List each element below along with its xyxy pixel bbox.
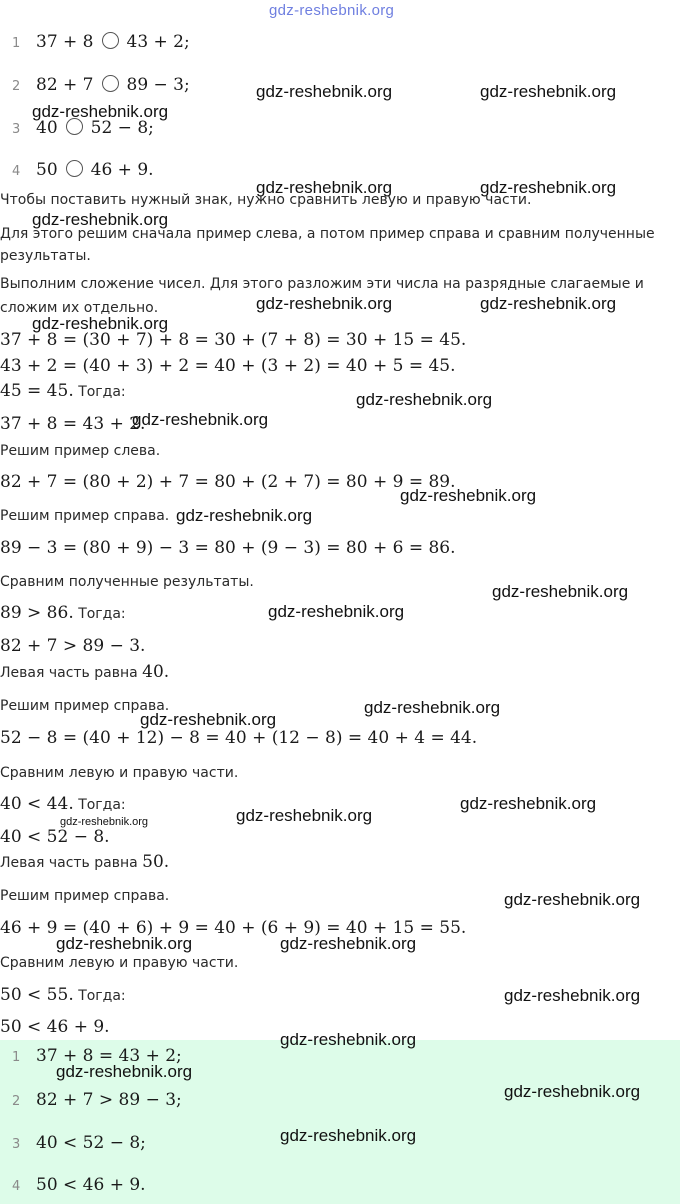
solution-text: результаты. — [0, 248, 91, 264]
task-expression: 50 46 + 9. — [36, 160, 154, 180]
watermark: gdz-reshebnik.org — [504, 986, 641, 1005]
solution-text: Решим пример справа. — [0, 508, 170, 524]
watermark: gdz-reshebnik.org — [132, 410, 269, 429]
answer-expression: 37 + 8 = 43 + 2; — [36, 1046, 182, 1066]
comparison-blank-icon — [66, 160, 83, 177]
watermark: gdz-reshebnik.org — [256, 178, 393, 197]
task-expression: 37 + 8 43 + 2; — [36, 32, 190, 52]
watermark: gdz-reshebnik.org — [480, 294, 617, 313]
watermark: gdz-reshebnik.org — [480, 82, 617, 101]
solution-math: 46 + 9 = (40 + 6) + 9 = 40 + (6 + 9) = 40 + 15 = 55. — [0, 918, 467, 938]
answer-number: 3 — [12, 1137, 21, 1152]
solution-text: Выполним сложение чисел. Для этого разложим эти числа на разрядные слагаемые и — [0, 276, 644, 292]
watermark: gdz-reshebnik.org — [460, 794, 597, 813]
watermark: gdz-reshebnik.org — [280, 1030, 417, 1049]
watermark: gdz-reshebnik.org — [256, 82, 393, 101]
solution-math: 89 − 3 = (80 + 9) − 3 = 80 + (9 − 3) = 80 + 6 = 86. — [0, 538, 456, 558]
solution-text: Сравним левую и правую части. — [0, 765, 239, 781]
watermark: gdz-reshebnik.org — [400, 486, 537, 505]
comparison-blank-icon — [102, 75, 119, 92]
watermark: gdz-reshebnik.org — [32, 314, 169, 333]
solution-text: Сравним полученные результаты. — [0, 574, 254, 590]
watermark: gdz-reshebnik.org — [364, 698, 501, 717]
solution-line: 45 = 45. Тогда: — [0, 381, 126, 401]
solution-math: 82 + 7 > 89 − 3. — [0, 636, 146, 656]
watermark: gdz-reshebnik.org — [268, 602, 405, 621]
solution-text: Решим пример справа. — [0, 888, 170, 904]
solution-line: 40 < 44. Тогда: — [0, 794, 126, 814]
watermark: gdz-reshebnik.org — [32, 210, 169, 229]
solution-math: 50 < 46 + 9. — [0, 1017, 110, 1037]
solution-text: Для этого решим сначала пример слева, а потом пример справа и сравним полученные — [0, 226, 655, 242]
task-number: 3 — [12, 122, 21, 137]
solution-math: 37 + 8 = 43 + 2. — [0, 414, 146, 434]
solution-line: Левая часть равна 50. — [0, 852, 170, 872]
solution-line: 50 < 55. Тогда: — [0, 985, 126, 1005]
watermark: gdz-reshebnik.org — [480, 178, 617, 197]
answer-expression: 50 < 46 + 9. — [36, 1175, 146, 1195]
answer-number: 1 — [12, 1050, 21, 1065]
solution-text: сложим их отдельно. — [0, 300, 159, 316]
watermark: gdz-reshebnik.org — [140, 710, 277, 729]
solution-line: Левая часть равна 40. — [0, 662, 170, 682]
task-number: 2 — [12, 79, 21, 94]
solution-text: Решим пример слева. — [0, 443, 161, 459]
watermark: gdz-reshebnik.org — [504, 1082, 641, 1101]
watermark: gdz-reshebnik.org — [269, 2, 395, 19]
solution-text: Сравним левую и правую части. — [0, 955, 239, 971]
watermark: gdz-reshebnik.org — [176, 506, 313, 525]
task-number: 1 — [12, 36, 21, 51]
watermark: gdz-reshebnik.org — [56, 934, 193, 953]
comparison-blank-icon — [102, 32, 119, 49]
watermark: gdz-reshebnik.org — [32, 102, 169, 121]
solution-text: Решим пример справа. — [0, 698, 170, 714]
watermark: gdz-reshebnik.org — [60, 816, 149, 828]
watermark: gdz-reshebnik.org — [492, 582, 629, 601]
watermark: gdz-reshebnik.org — [256, 294, 393, 313]
watermark: gdz-reshebnik.org — [504, 890, 641, 909]
answer-number: 4 — [12, 1179, 21, 1194]
solution-math: 37 + 8 = (30 + 7) + 8 = 30 + (7 + 8) = 30 + 15 = 45. — [0, 330, 467, 350]
answer-expression: 40 < 52 − 8; — [36, 1133, 146, 1153]
solution-math: 52 − 8 = (40 + 12) − 8 = 40 + (12 − 8) = 40 + 4 = 44. — [0, 728, 478, 748]
watermark: gdz-reshebnik.org — [236, 806, 373, 825]
answer-expression: 82 + 7 > 89 − 3; — [36, 1090, 182, 1110]
task-number: 4 — [12, 164, 21, 179]
watermark: gdz-reshebnik.org — [356, 390, 493, 409]
solution-math: 40 < 52 − 8. — [0, 827, 110, 847]
watermark: gdz-reshebnik.org — [280, 934, 417, 953]
watermark: gdz-reshebnik.org — [280, 1126, 417, 1145]
solution-math: 82 + 7 = (80 + 2) + 7 = 80 + (2 + 7) = 80 + 9 = 89. — [0, 472, 456, 492]
solution-math: 43 + 2 = (40 + 3) + 2 = 40 + (3 + 2) = 40 + 5 = 45. — [0, 356, 456, 376]
task-expression: 82 + 7 89 − 3; — [36, 75, 190, 95]
watermark: gdz-reshebnik.org — [56, 1062, 193, 1081]
solution-line: 89 > 86. Тогда: — [0, 603, 126, 623]
task-expression: 40 52 − 8; — [36, 118, 154, 138]
solution-text: Чтобы поставить нужный знак, нужно сравнить левую и правую части. — [0, 192, 532, 208]
answer-number: 2 — [12, 1094, 21, 1109]
